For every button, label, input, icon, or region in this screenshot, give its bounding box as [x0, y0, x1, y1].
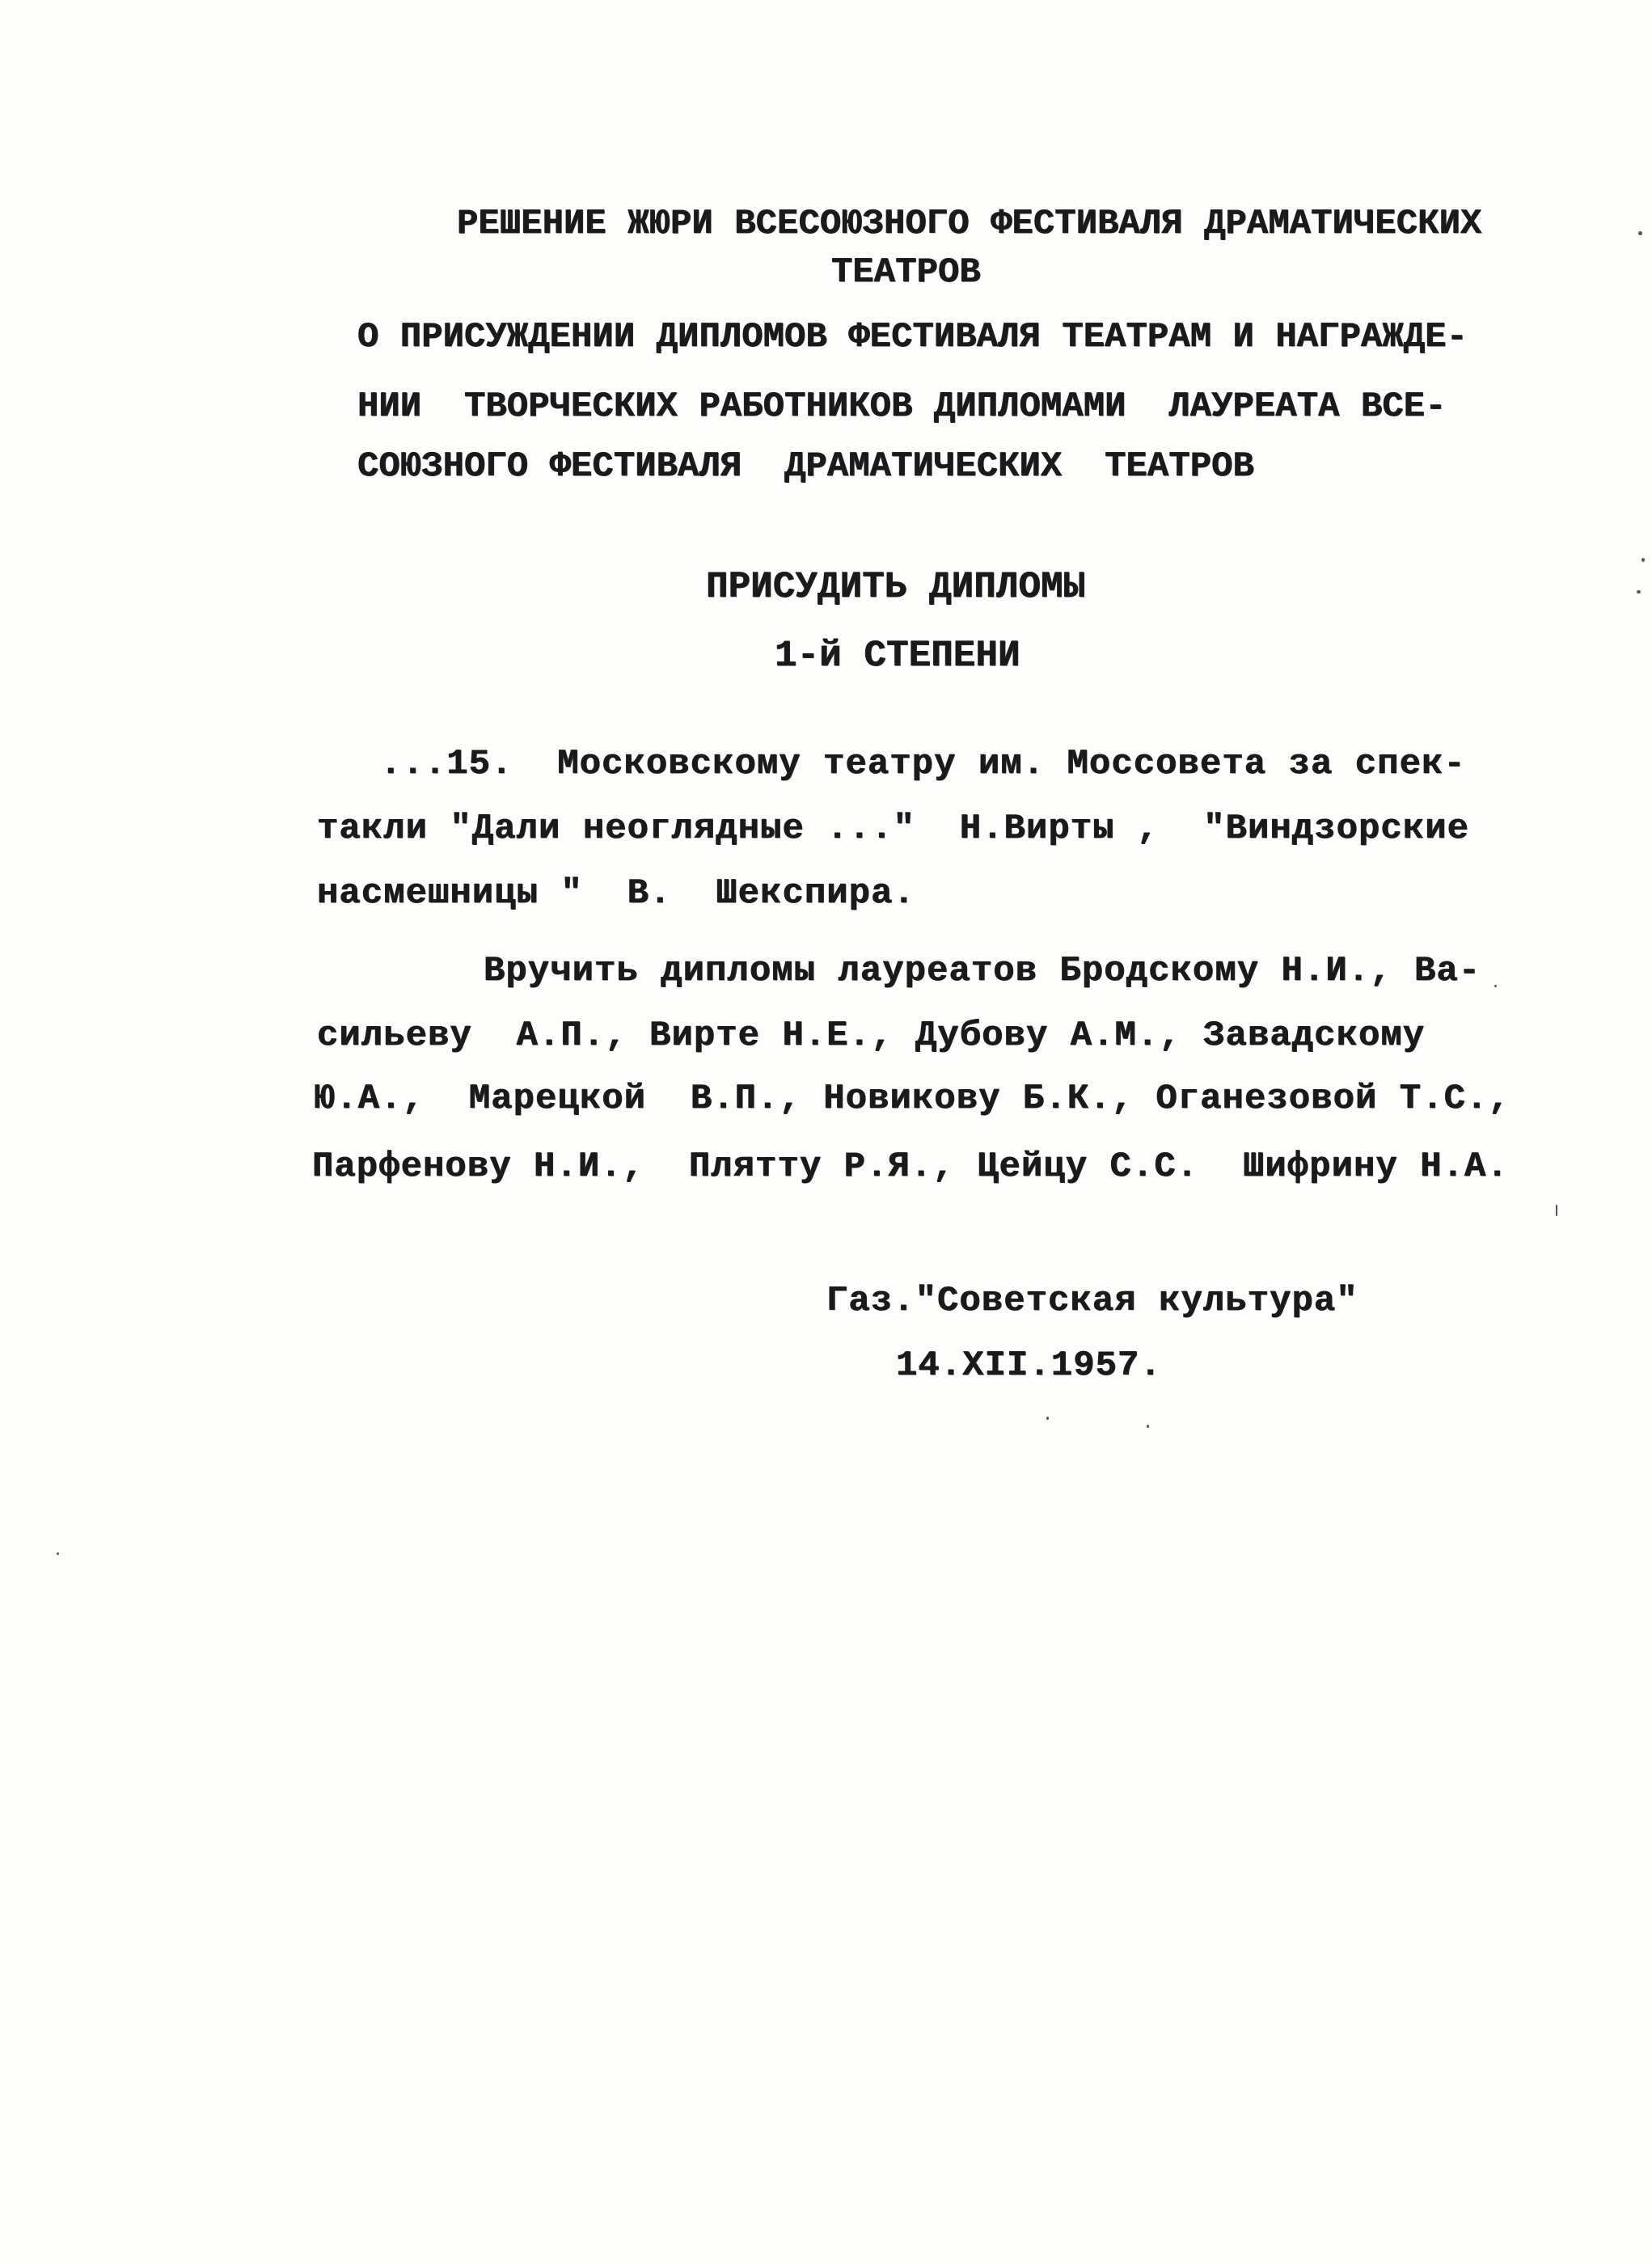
- scan-speck: [1494, 985, 1497, 987]
- title-line-1: РЕШЕНИЕ ЖЮРИ ВСЕСОЮЗНОГО ФЕСТИВАЛЯ ДРАМАТИЧЕСКИХ: [457, 204, 1482, 244]
- paragraph1-line-3: насмешницы " В. Шекспира.: [317, 873, 915, 914]
- title-line-4: НИИ ТВОРЧЕСКИХ РАБОТНИКОВ ДИПЛОМАМИ ЛАУРЕАТА ВСЕ-: [357, 386, 1447, 427]
- scan-speck: [1637, 590, 1641, 593]
- paragraph2-line-1: Вручить дипломы лауреатов Бродскому Н.И., Ва-: [484, 951, 1481, 991]
- source-line-2: 14.XII.1957.: [896, 1345, 1162, 1386]
- paragraph1-line-2: такли "Дали неоглядные ..." Н.Вирты , "Виндзорские: [317, 809, 1470, 849]
- scan-speck: [57, 1552, 59, 1555]
- paragraph2-line-3: Ю.А., Марецкой В.П., Новикову Б.К., Оганезовой Т.С.,: [314, 1079, 1510, 1119]
- title-line-2: ТЕАТРОВ: [831, 252, 981, 293]
- title-line-5: СОЮЗНОГО ФЕСТИВАЛЯ ДРАМАТИЧЕСКИХ ТЕАТРОВ: [357, 446, 1254, 487]
- scan-speck: [1046, 1417, 1049, 1420]
- title-line-3: О ПРИСУЖДЕНИИ ДИПЛОМОВ ФЕСТИВАЛЯ ТЕАТРАМ И НАГРАЖДЕ-: [357, 317, 1468, 357]
- scan-speck: [1556, 1205, 1557, 1216]
- subheading-line-2: 1-й СТЕПЕНИ: [775, 635, 1020, 677]
- paragraph1-line-1: ...15. Московскому театру им. Моссовета за спек-: [380, 744, 1466, 784]
- scan-speck: [1638, 231, 1642, 235]
- scan-speck: [1147, 1425, 1149, 1428]
- subheading-line-1: ПРИСУДИТЬ ДИПЛОМЫ: [706, 566, 1086, 608]
- paragraph2-line-4: Парфенову Н.И., Плятту Р.Я., Цейцу С.С. Шифрину Н.А.: [312, 1147, 1509, 1187]
- source-line-1: Газ."Советская культура": [826, 1281, 1358, 1321]
- paragraph2-line-2: сильеву А.П., Вирте Н.Е., Дубову А.М., Завадскому: [317, 1016, 1426, 1056]
- scan-speck: [1641, 558, 1645, 562]
